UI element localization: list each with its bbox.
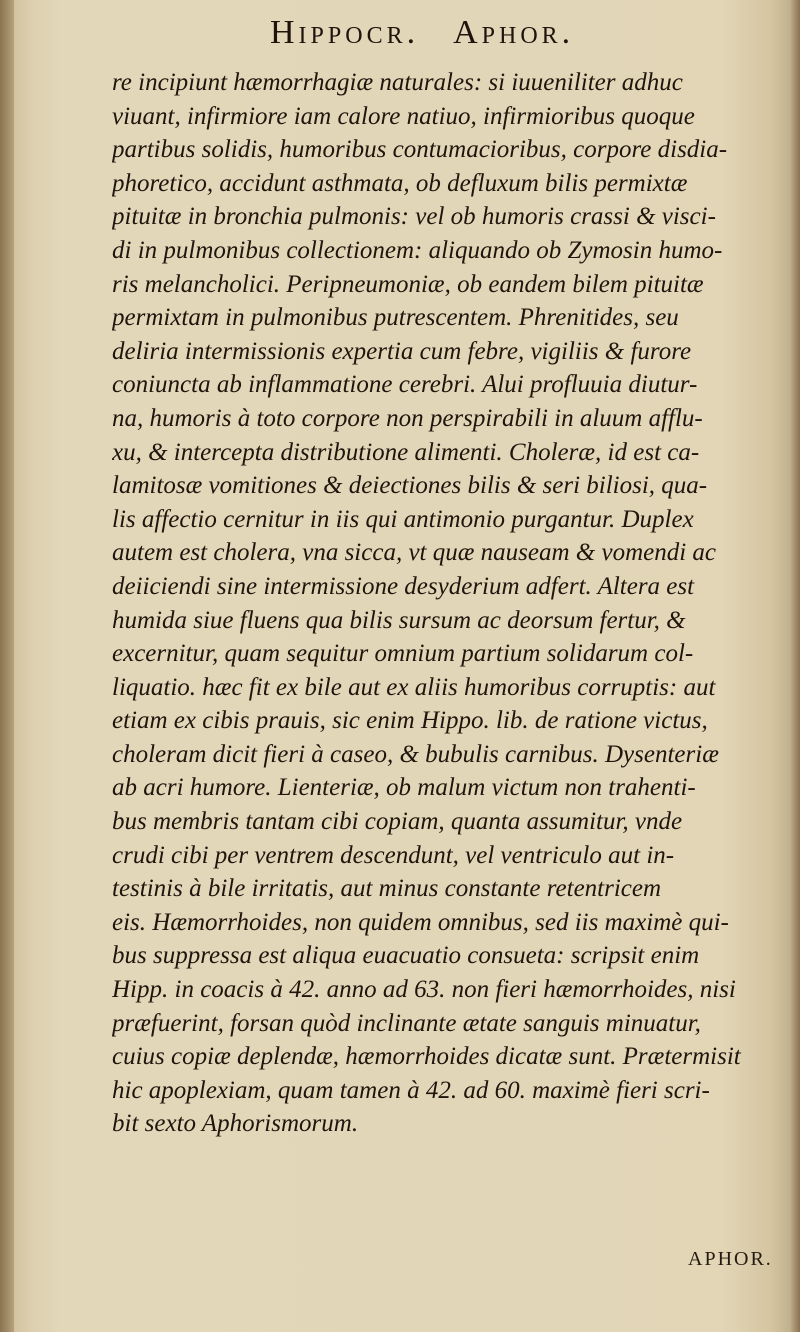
catchword: APHOR. (688, 1248, 773, 1270)
text-line: cuius copiæ deplendæ, hæmorrhoides dicatæ sunt. Prætermisit (112, 1043, 741, 1071)
text-line: deiiciendi sine intermissione desyderium adfert. Altera est (112, 572, 695, 600)
text-line: choleram dicit fieri à caseo, & bubulis carnibus. Dysenteriæ (112, 740, 719, 768)
page-gutter (0, 0, 14, 1332)
text-line: lamitosæ vomitiones & deiectiones bilis & seri biliosi, qua- (112, 472, 708, 500)
text-line: coniuncta ab inflammatione cerebri. Alui profluuia diutur- (112, 371, 698, 399)
text-line: autem est cholera, vna sicca, vt quæ nauseam & vomendi ac (112, 539, 717, 567)
text-line: bus membris tantam cibi copiam, quanta assumitur, vnde (112, 808, 683, 836)
body-text (112, 66, 792, 1141)
running-head-right: Aphor. (453, 14, 575, 51)
text-line: pituitæ in bronchia pulmonis: vel ob humoris crassi & visci- (112, 203, 716, 231)
text-line: deliria intermissionis expertia cum febre, vigiliis & furore (112, 337, 692, 365)
text-line: bus suppressa est aliqua euacuatio consueta: scripsit enim (112, 942, 700, 970)
text-line: lis affectio cernitur in iis qui antimonio purgantur. Duplex (112, 505, 694, 533)
text-line: etiam ex cibis prauis, sic enim Hippo. lib. de ratione victus, (112, 707, 708, 735)
text-line: xu, & intercepta distributione alimenti. Choleræ, id est ca- (112, 438, 700, 466)
text-line: na, humoris à toto corpore non perspirabili in aluum afflu- (112, 404, 703, 432)
text-line: crudi cibi per ventrem descendunt, vel ventriculo aut in- (112, 841, 675, 869)
text-line: ris melancholici. Peripneumoniæ, ob eandem bilem pituitæ (112, 270, 704, 298)
text-line: Hipp. in coacis à 42. anno ad 63. non fieri hæmorrhoides, nisi (112, 976, 736, 1004)
text-line: re incipiunt hæmorrhagiæ naturales: si iuueniliter adhuc (112, 69, 683, 96)
text-line: testinis à bile irritatis, aut minus constante retentricem (112, 875, 662, 903)
text-line: præfuerint, forsan quòd inclinante ætate sanguis minuatur, (112, 1009, 701, 1037)
running-head (270, 14, 574, 52)
text-line: bit sexto Aphorismorum. (112, 1110, 359, 1138)
text-line: eis. Hæmorrhoides, non quidem omnibus, sed iis maximè qui- (112, 908, 729, 936)
text-line: humida siue fluens qua bilis sursum ac deorsum fertur, & (112, 606, 686, 634)
text-line: di in pulmonibus collectionem: aliquando ob Zymosin humo- (112, 236, 723, 264)
text-line: phoretico, accidunt asthmata, ob defluxum bilis permixtæ (112, 169, 688, 197)
text-line: viuant, infirmiore iam calore natiuo, infirmioribus quoque (112, 102, 695, 130)
text-line: hic apoplexiam, quam tamen à 42. ad 60. maximè fieri scri- (112, 1076, 710, 1104)
text-line: excernitur, quam sequitur omnium partium solidarum col- (112, 640, 694, 668)
text-line: permixtam in pulmonibus putrescentem. Phrenitides, seu (112, 304, 679, 332)
text-line: liquatio. hæc fit ex bile aut ex aliis humoribus corruptis: aut (112, 673, 716, 701)
text-line: ab acri humore. Lienteriæ, ob malum victum non trahenti- (112, 774, 696, 802)
running-head-left: Hippocr. (270, 14, 420, 51)
text-line: partibus solidis, humoribus contumacioribus, corpore disdia- (112, 136, 728, 164)
